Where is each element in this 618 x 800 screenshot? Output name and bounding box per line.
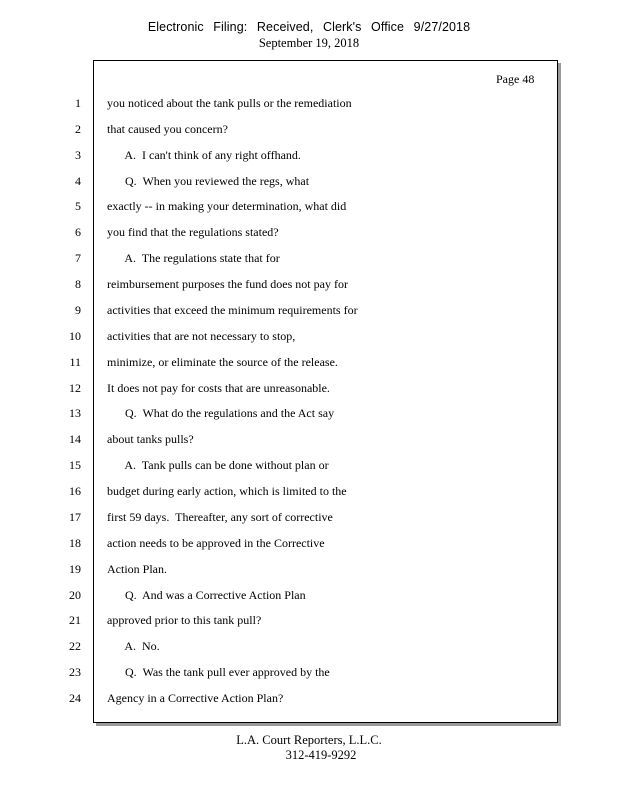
line-number: 12	[69, 381, 81, 395]
line-text: activities that exceed the minimum requirements for	[107, 303, 358, 317]
line-number: 14	[69, 432, 81, 446]
line-text: Action Plan.	[107, 562, 167, 576]
line-text: A. Tank pulls can be done without plan or	[107, 458, 329, 472]
line-number: 23	[69, 665, 81, 679]
line-number: 2	[75, 122, 81, 136]
line-text: activities that are not necessary to stop,	[107, 329, 296, 343]
reporter-phone: 312-419-9292	[285, 748, 357, 762]
line-text: exactly -- in making your determination, what did	[107, 199, 347, 213]
line-text: approved prior to this tank pull?	[107, 613, 262, 627]
line-text: A. I can't think of any right offhand.	[107, 148, 301, 162]
line-number: 3	[75, 148, 81, 162]
line-text: Agency in a Corrective Action Plan?	[107, 691, 284, 705]
line-number: 22	[69, 639, 81, 653]
filing-stamp: Electronic Filing: Received, Clerk's Office 9/27/2018	[147, 20, 471, 34]
line-number: 11	[69, 355, 81, 369]
filing-date: September 19, 2018	[258, 36, 360, 50]
line-text: you find that the regulations stated?	[107, 225, 279, 239]
line-number: 9	[75, 303, 81, 317]
line-number: 6	[75, 225, 81, 239]
line-number: 4	[75, 174, 81, 188]
line-text: A. The regulations state that for	[107, 251, 280, 265]
line-text: first 59 days. Thereafter, any sort of corrective	[107, 510, 333, 524]
line-number: 15	[69, 458, 81, 472]
line-number: 1	[75, 96, 81, 110]
line-text: Q. And was a Corrective Action Plan	[107, 588, 306, 602]
line-text: that caused you concern?	[107, 122, 228, 136]
line-text: minimize, or eliminate the source of the release.	[107, 355, 338, 369]
line-text: budget during early action, which is limited to the	[107, 484, 347, 498]
line-number: 7	[75, 251, 81, 265]
line-number: 21	[69, 613, 81, 627]
line-number: 10	[69, 329, 81, 343]
line-text: A. No.	[107, 639, 160, 653]
line-number: 5	[75, 199, 81, 213]
line-number: 20	[69, 588, 81, 602]
line-number: 18	[69, 536, 81, 550]
page-number: Page 48	[496, 72, 535, 86]
line-number: 8	[75, 277, 81, 291]
line-text: you noticed about the tank pulls or the remediation	[107, 96, 352, 110]
line-number: 17	[69, 510, 81, 524]
line-number: 24	[69, 691, 81, 705]
reporter-company: L.A. Court Reporters, L.L.C.	[236, 733, 382, 747]
line-text: Q. Was the tank pull ever approved by the	[107, 665, 330, 679]
line-number: 16	[69, 484, 81, 498]
line-text: Q. When you reviewed the regs, what	[107, 174, 310, 188]
line-number: 13	[69, 406, 81, 420]
line-text: It does not pay for costs that are unreasonable.	[107, 381, 330, 395]
line-text: Q. What do the regulations and the Act say	[107, 406, 335, 420]
line-text: reimbursement purposes the fund does not pay for	[107, 277, 348, 291]
line-number: 19	[69, 562, 81, 576]
line-text: action needs to be approved in the Corrective	[107, 536, 325, 550]
line-text: about tanks pulls?	[107, 432, 194, 446]
